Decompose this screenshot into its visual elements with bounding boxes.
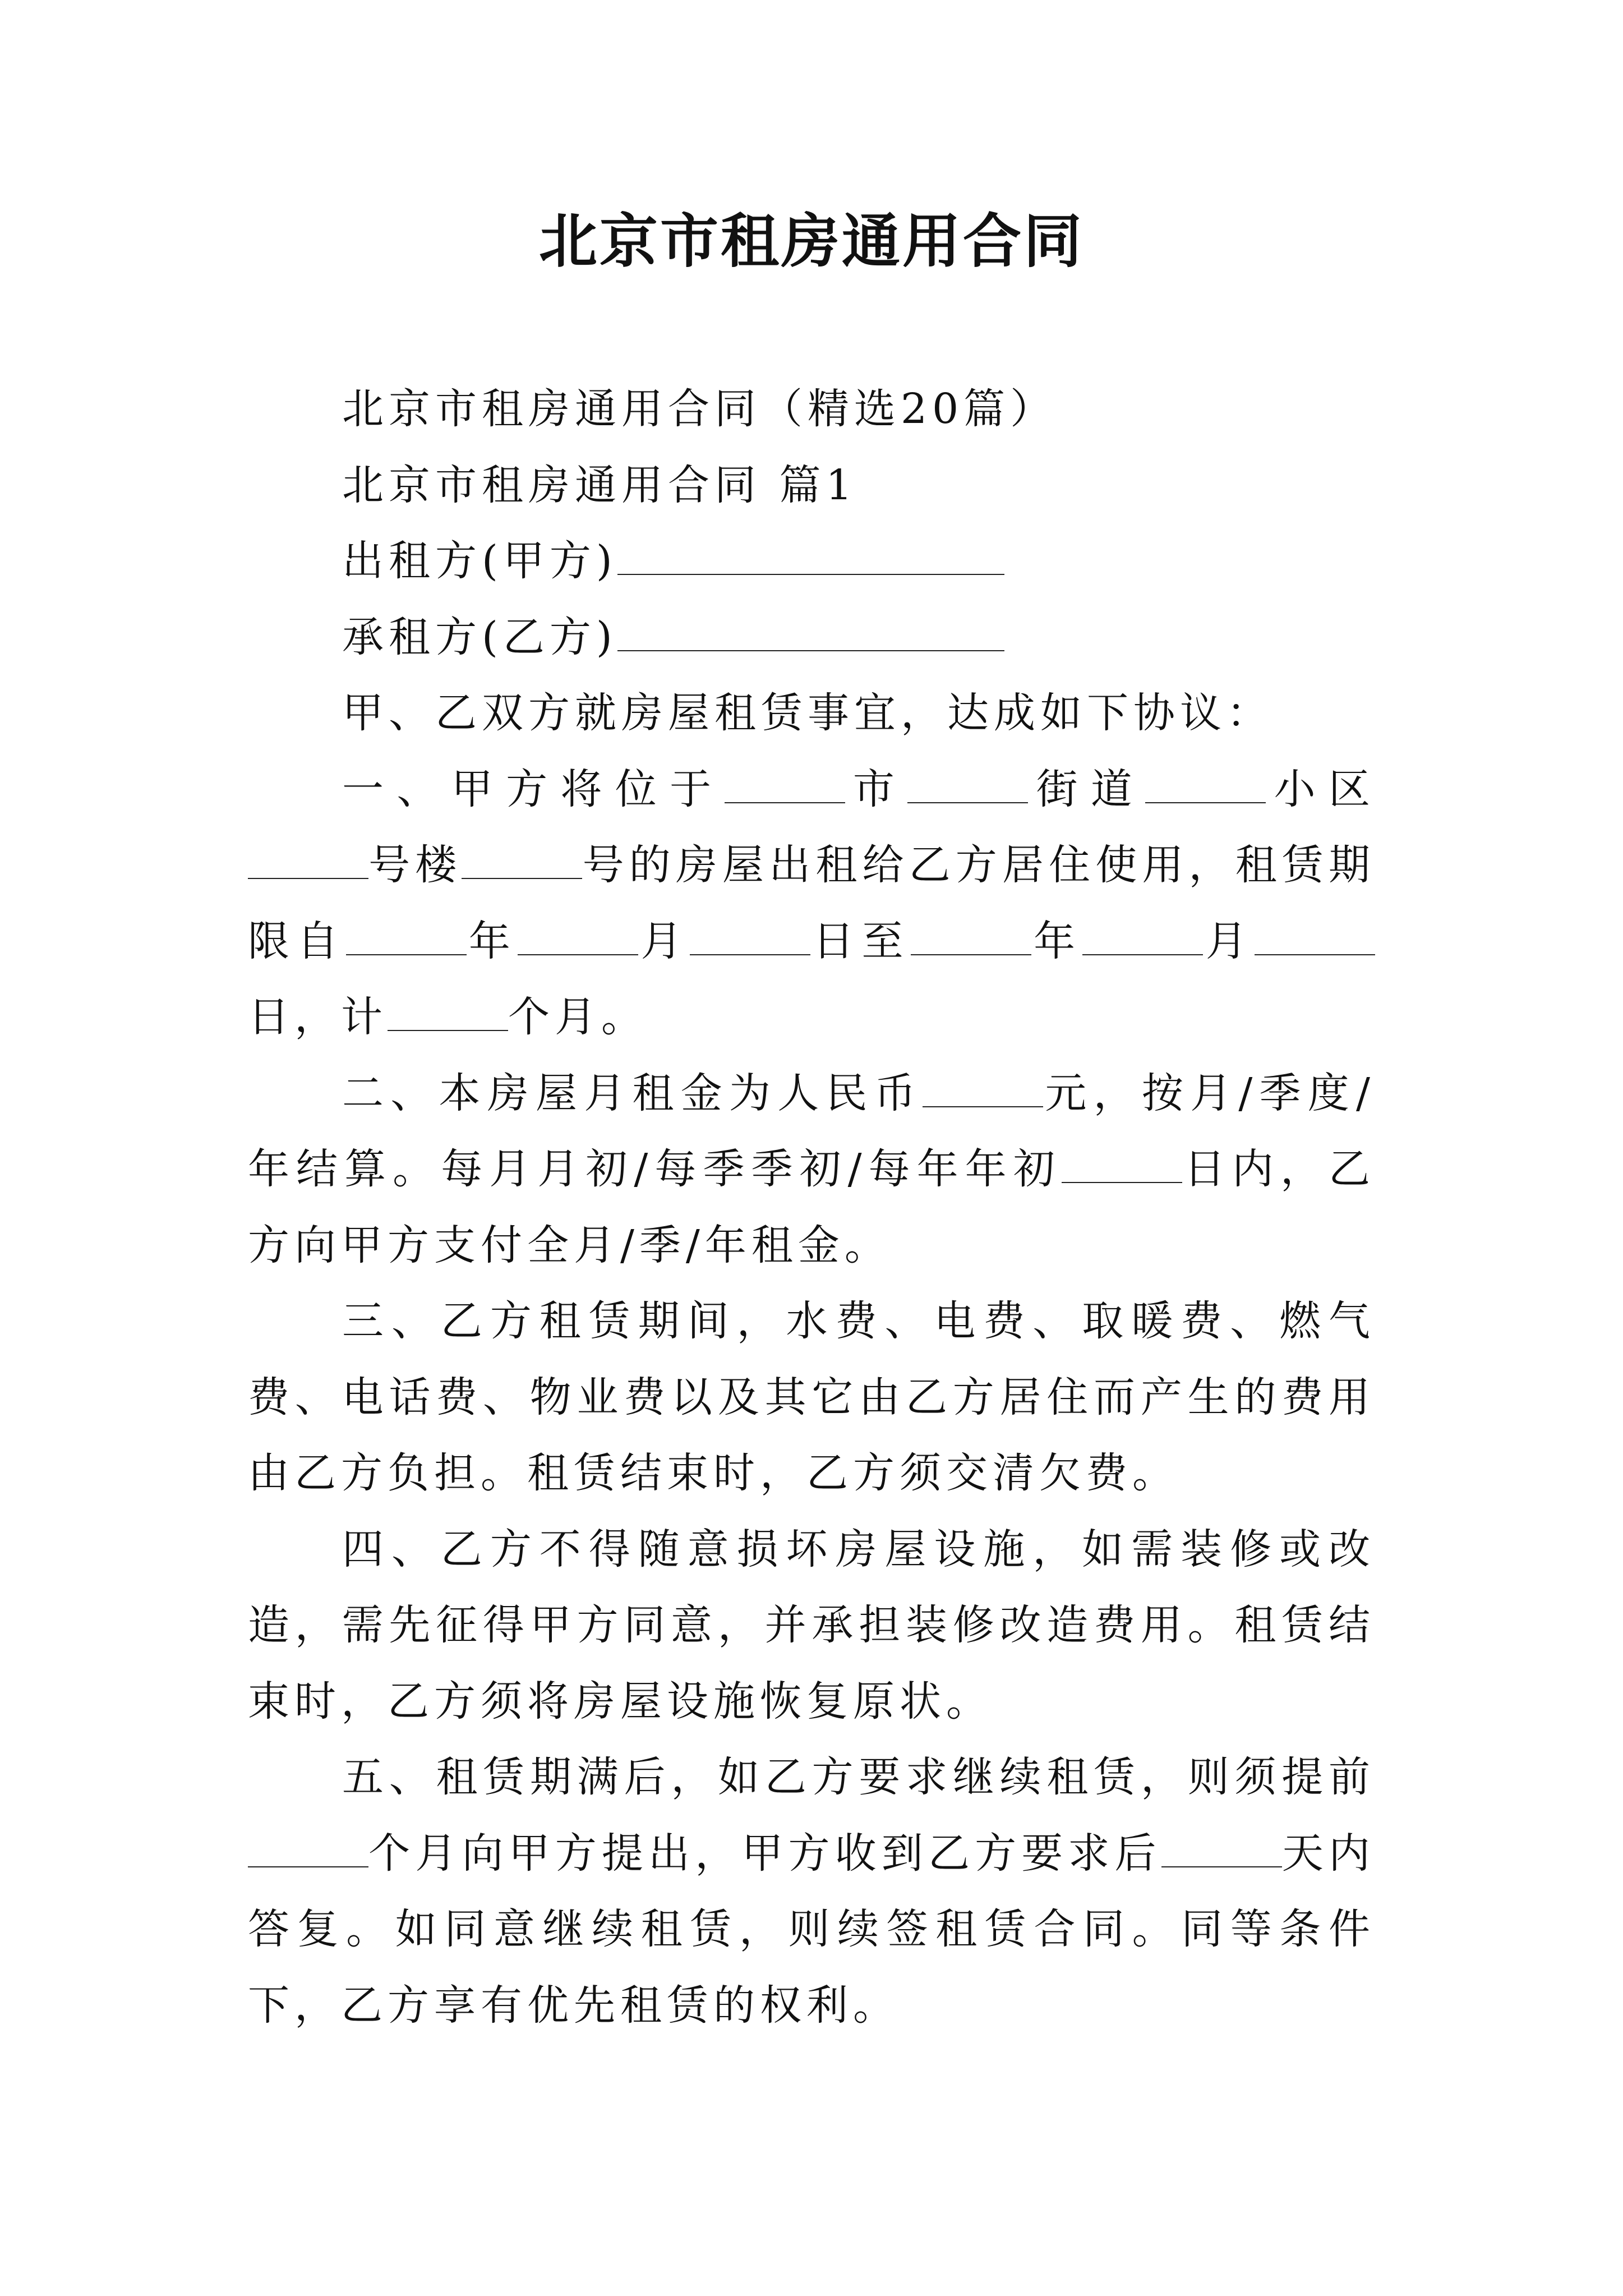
clause-1-text: 年 bbox=[1031, 917, 1083, 965]
end-year-blank bbox=[911, 917, 1031, 955]
clause-5-text: 五、租赁期满后，如乙方要求继续租赁，则须提前 bbox=[342, 1753, 1375, 1801]
unit-blank bbox=[462, 840, 582, 879]
end-month-blank bbox=[1082, 917, 1203, 955]
clause-1-text: 市 bbox=[845, 765, 908, 813]
clause-2-text: 元，按月/季度/年结算。每月月初/每季季初/每年年初 bbox=[248, 1069, 1375, 1193]
clause-2 bbox=[248, 1056, 1375, 1284]
notice-months-blank bbox=[248, 1829, 368, 1867]
lessee-line bbox=[248, 600, 1375, 676]
rent-amount-blank bbox=[923, 1069, 1043, 1107]
payment-days-blank bbox=[1062, 1144, 1182, 1183]
clause-1-text: 月 bbox=[638, 917, 690, 965]
end-day-blank bbox=[1255, 917, 1375, 955]
start-day-blank bbox=[690, 917, 810, 955]
intro-paragraph: 甲、乙双方就房屋租赁事宜，达成如下协议： bbox=[342, 689, 1273, 737]
clause-1-text: 日至 bbox=[810, 917, 911, 965]
clause-1-text: 号楼 bbox=[368, 841, 462, 889]
street-blank bbox=[907, 765, 1028, 803]
lessee-blank bbox=[617, 613, 1004, 651]
clause-3: 三、乙方租赁期间，水费、电费、取暖费、燃气费、电话费、物业费以及其它由乙方居住而产生的费用由乙方负担。租赁结束时，乙方须交清欠费。 bbox=[248, 1297, 1375, 1497]
start-month-blank bbox=[518, 917, 638, 955]
start-year-blank bbox=[346, 917, 467, 955]
clause-5 bbox=[248, 1740, 1375, 2044]
clause-5-text: 个月向甲方提出，甲方收到乙方要求后 bbox=[368, 1829, 1161, 1878]
clause-1 bbox=[248, 752, 1375, 1056]
clause-1-text: 日，计 bbox=[248, 993, 388, 1041]
clause-2-text: 日内，乙方向甲方支付全月/季/年租金。 bbox=[248, 1145, 1376, 1269]
clause-1-text: 小区 bbox=[1266, 765, 1376, 813]
community-blank bbox=[1145, 765, 1266, 803]
clause-1-text: 号的房屋出租给乙方居住使用，租赁期限自 bbox=[248, 841, 1376, 965]
lessee-label: 承租方(乙方) bbox=[342, 613, 617, 661]
months-blank bbox=[388, 992, 508, 1031]
subtitle: 北京市租房通用合同（精选20篇） bbox=[342, 385, 1057, 433]
section-heading: 北京市租房通用合同 篇1 bbox=[342, 461, 857, 509]
city-blank bbox=[725, 765, 845, 803]
clause-1-text: 一、甲方将位于 bbox=[342, 765, 725, 813]
clause-1-text: 个月。 bbox=[508, 993, 648, 1041]
clause-1-text: 街道 bbox=[1028, 765, 1146, 813]
document-title: 北京市租房通用合同 bbox=[538, 206, 1084, 275]
document-body bbox=[248, 371, 1375, 2044]
clause-5-text: 天内答复。如同意继续租赁，则续签租赁合同。同等条件下，乙方享有优先租赁的权利。 bbox=[248, 1829, 1376, 2030]
clause-4: 四、乙方不得随意损坏房屋设施，如需装修或改造，需先征得甲方同意，并承担装修改造费用。租赁结束时，乙方须将房屋设施恢复原状。 bbox=[248, 1525, 1375, 1726]
reply-days-blank bbox=[1161, 1829, 1282, 1867]
lessor-line bbox=[248, 523, 1375, 600]
lessor-blank bbox=[617, 536, 1004, 575]
building-blank bbox=[248, 840, 368, 879]
clause-1-text: 月 bbox=[1203, 917, 1255, 965]
lessor-label: 出租方(甲方) bbox=[342, 537, 617, 585]
clause-1-text: 年 bbox=[466, 917, 518, 965]
clause-2-text: 二、本房屋月租金为人民币 bbox=[342, 1069, 923, 1117]
